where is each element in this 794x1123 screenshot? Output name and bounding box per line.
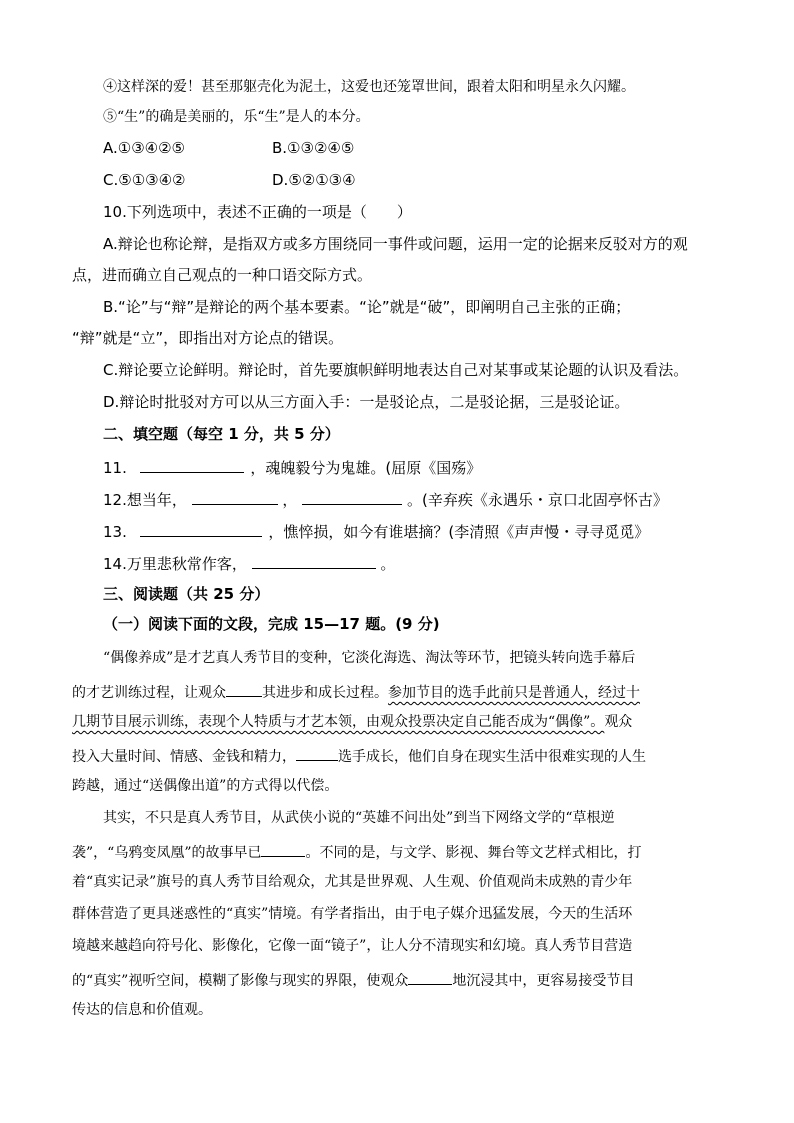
passage-p2-line7: 传达的信息和价值观。 [72, 1002, 212, 1018]
passage-p1-line5: 跨越，通过“送偶像出道”的方式得以代偿。 [72, 778, 339, 794]
passage-p1-line3 [72, 712, 632, 732]
q14-suffix: 。 [380, 555, 396, 573]
q13-blank[interactable] [140, 520, 262, 537]
q11-text: ，魂魄毅兮为鬼雄。(屈原《国殇》 [250, 459, 482, 477]
passage-text: 投入大量时间、情感、金钱和精力， [72, 749, 296, 765]
passage-p2-line3: 着“真实记录”旗号的真人秀节目给观众，尤其是世界观、人生观、价值观尚未成熟的青少年 [72, 874, 633, 890]
passage-blank-2[interactable] [296, 744, 338, 761]
passage-text: 袭”，“乌鸦变凤凰”的故事早已 [72, 845, 262, 861]
passage-text: 的“真实”视听空间，模糊了影像与现实的界限，使观众 [72, 973, 409, 989]
passage-p2-line6 [72, 968, 634, 991]
passage-p2-line5: 境越来越趋向符号化、影像化，它像一面“镜子”，让人分不清现实和幻境。真人秀节目营造 [72, 938, 633, 954]
passage-text: 的才艺训练过程，让观众 [72, 685, 226, 701]
passage-p1-line4 [72, 744, 646, 767]
passage-p1-line2 [72, 680, 640, 703]
q14-blank[interactable] [252, 552, 376, 569]
wavy-underlined-text: 几期节目展示训练，表现个人特质与才艺本领，由观众投票决定自己能否成为“偶像”。 [72, 714, 605, 730]
q12-prefix: 12.想当年， [103, 491, 187, 509]
option-item-5: ⑤“生”的确是美丽的，乐“生”是人的本分。 [103, 109, 370, 125]
passage-p2-line1: 其实，不只是真人秀节目，从武侠小说的“英雄不问出处”到当下网络文学的“草根逆 [103, 810, 615, 826]
choice-c: C.⑤①③④② [103, 171, 186, 189]
choice-d: D.⑤②①③④ [272, 171, 356, 189]
q10-option-c: C.辩论要立论鲜明。辩论时，首先要旗帜鲜明地表达自己对某事或某论题的认识及看法。 [103, 361, 689, 379]
passage-blank-1[interactable] [226, 680, 262, 697]
q14-prefix: 14.万里悲秋常作客， [103, 555, 247, 573]
option-item-4: ④这样深的爱！甚至那躯壳化为泥土，这爱也还笼罩世间，跟着太阳和明星永久闪耀。 [103, 79, 635, 95]
passage-p1-line1: “偶像养成”是才艺真人秀节目的变种，它淡化海选、淘汰等环节，把镜头转向选手幕后 [103, 650, 636, 666]
passage-text: 选手成长，他们自身在现实生活中很难实现的人生 [338, 749, 646, 765]
q12-separator: ， [282, 491, 298, 509]
wavy-underlined-text: 参加节目的选手此前只是普通人，经过十 [388, 685, 640, 701]
q10-option-d: D.辩论时批驳对方可以从三方面入手：一是驳论点，二是驳论据，三是驳论证。 [103, 393, 630, 411]
passage-blank-4[interactable] [408, 968, 452, 985]
q12-blank-1[interactable] [192, 488, 278, 505]
q12-suffix: 。(辛弃疾《永遇乐・京口北固亭怀古》 [407, 491, 668, 509]
q12-blank-2[interactable] [302, 488, 402, 505]
question-11 [103, 456, 481, 478]
passage-p2-line4: 群体营造了更具迷惑性的“真实”情境。有学者指出，由于电子媒介迅猛发展，今天的生活环 [72, 906, 633, 922]
q11-blank[interactable] [140, 456, 244, 473]
passage-text: 。不同的是，与文学、影视、舞台等文艺样式相比，打 [305, 845, 642, 861]
q10-option-b-line1: B.“论”与“辩”是辩论的两个基本要素。“论”就是“破”，即阐明自己主张的正确； [103, 298, 631, 316]
section-3-heading: 三、阅读题（共 25 分） [103, 585, 270, 603]
question-12 [103, 488, 668, 510]
q13-text: ，憔悴损，如今有谁堪摘？(李清照《声声慢・寻寻觅觅》 [268, 523, 650, 541]
passage-blank-3[interactable] [261, 840, 305, 857]
choice-b: B.①③②④⑤ [272, 139, 355, 157]
section-2-heading: 二、填空题（每空 1 分，共 5 分） [103, 425, 340, 443]
question-13 [103, 520, 649, 542]
q13-number: 13. [103, 523, 127, 541]
q10-option-b-line2: “辩”就是“立”，即指出对方论点的错误。 [72, 329, 344, 347]
q11-number: 11. [103, 459, 127, 477]
question-10-stem: 10.下列选项中，表述不正确的一项是（ ） [103, 203, 412, 221]
passage-text: 其进步和成长过程。 [262, 685, 388, 701]
passage-text: 观众 [604, 714, 633, 730]
q10-option-a-line2: 点，进而确立自己观点的一种口语交际方式。 [72, 266, 373, 284]
question-14 [103, 552, 395, 574]
passage-p2-line2 [72, 840, 641, 863]
passage-1-heading: （一）阅读下面的文段，完成 15—17 题。(9 分) [103, 615, 440, 633]
choice-a: A.①③④②⑤ [103, 139, 186, 157]
q10-option-a-line1: A.辩论也称论辩，是指双方或多方围绕同一事件或问题，运用一定的论据来反驳对方的观 [103, 235, 688, 253]
passage-text: 地沉浸其中，更容易接受节目 [452, 973, 635, 989]
